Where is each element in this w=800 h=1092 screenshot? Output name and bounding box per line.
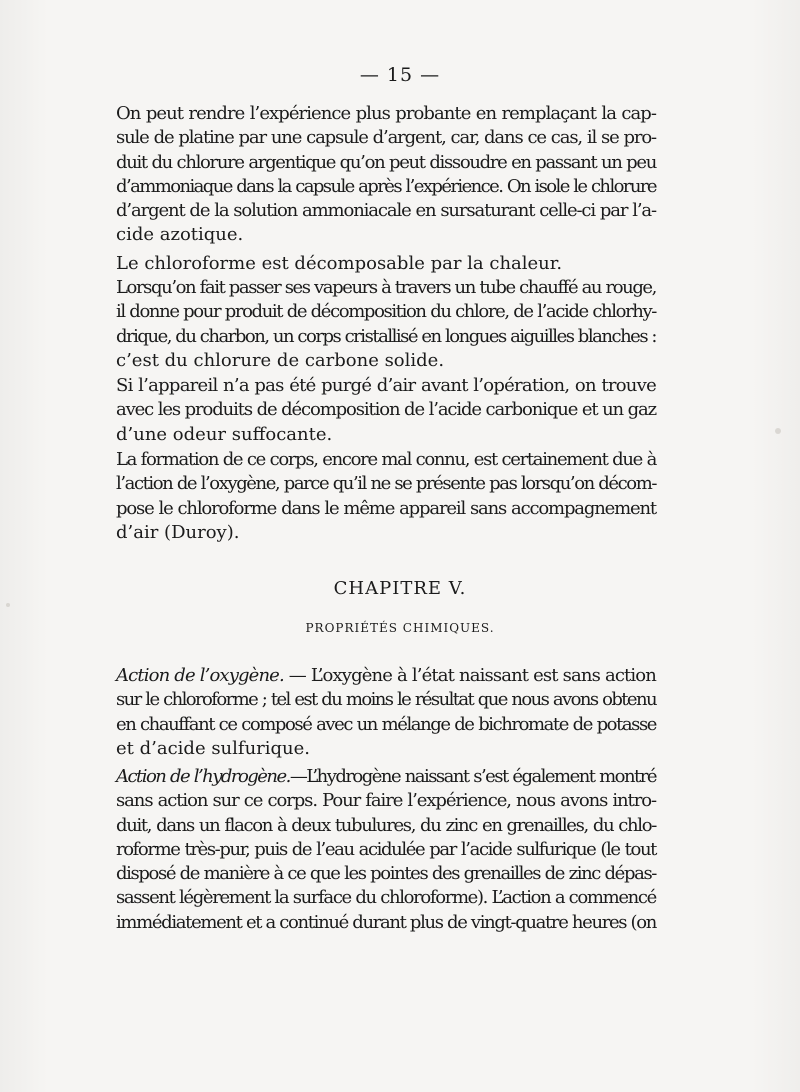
text-line: duit, dans un flacon à deux tubulures, du zinc en grenailles, du chlo-	[116, 814, 656, 836]
text-line: c’est du chlorure de carbone solide.	[116, 349, 445, 371]
text-line: il donne pour produit de décomposition du chlore, de l’acide chlorhy-	[116, 301, 656, 323]
paragraph-vapeurs	[116, 276, 656, 373]
chapter-title: CHAPITRE V.	[333, 578, 467, 599]
paper-spot	[775, 428, 781, 434]
text-line: sur le chloroforme ; tel est du moins le résultat que nous avons obtenu	[116, 689, 656, 711]
page-number: — 15 —	[359, 64, 441, 86]
text-line: sassent légèrement la surface du chloroforme). L’action a commencé	[116, 887, 656, 909]
text-line: La formation de ce corps, encore mal connu, est certainement due à	[116, 449, 656, 470]
text-run: — L’oxygène à l’état naissant est sans action	[283, 665, 656, 686]
text-line: immédiatement et a continué durant plus de vingt-quatre heures (on	[116, 911, 656, 933]
text-line: sans action sur ce corps. Pour faire l’expérience, nous avons intro-	[116, 790, 656, 812]
paragraph-decomposable	[116, 252, 656, 276]
text-line: drique, du charbon, un corps cristallisé en longues aiguilles blanches :	[116, 325, 656, 347]
text-line: et d’acide sulfurique.	[116, 737, 311, 759]
text-line	[116, 664, 656, 688]
text-line	[116, 765, 656, 789]
text-line: l’action de l’oxygène, parce qu’il ne se présente pas lorsqu’on décom-	[116, 473, 656, 495]
paragraph-appareil-purge	[116, 374, 656, 447]
text-line: pose le chloroforme dans le même appareil sans accompagnement	[116, 497, 656, 519]
text-line: duit du chlorure argentique qu’on peut dissoudre en passant un peu	[116, 151, 656, 173]
text-line: Lorsqu’on fait passer ses vapeurs à travers un tube chauffé au rouge,	[116, 277, 656, 298]
text-line: d’une odeur suffocante.	[116, 423, 333, 445]
paragraph-capsule-argent	[116, 102, 656, 248]
text-line: roforme très-pur, puis de l’eau acidulée par l’acide sulfurique (le tout	[116, 838, 656, 860]
section-lead: Action de l’hydrogène.	[116, 766, 290, 787]
section-lead: Action de l’oxygène.	[116, 665, 284, 686]
text-line: d’ammoniaque dans la capsule après l’expérience. On isole le chlorure	[116, 175, 656, 197]
paragraph-action-oxygene	[116, 664, 656, 761]
text-line: Le chloroforme est décomposable par la chaleur.	[116, 253, 563, 274]
text-line: sule de platine par une capsule d’argent, car, dans ce cas, il se pro-	[116, 127, 656, 149]
chapter-subtitle: PROPRIÉTÉS CHIMIQUES.	[305, 621, 495, 635]
text-line: en chauffant ce composé avec un mélange de bichromate de potasse	[116, 713, 656, 735]
text-line: avec les produits de décomposition de l’acide carbonique et un gaz	[116, 399, 656, 421]
text-line: d’argent de la solution ammoniacale en sursaturant celle-ci par l’a-	[116, 200, 656, 222]
paper-spot	[6, 603, 10, 607]
paragraph-action-hydrogene	[116, 765, 656, 935]
text-line: d’air (Duroy).	[116, 521, 240, 543]
text-line: Si l’appareil n’a pas été purgé d’air avant l’opération, on trouve	[116, 375, 656, 396]
text-line: On peut rendre l’expérience plus probante en remplaçant la cap-	[116, 103, 656, 124]
paragraph-formation-corps	[116, 448, 656, 545]
text-line: disposé de manière à ce que les pointes des grenailles de zinc dépas-	[116, 863, 656, 885]
text-line: cide azotique.	[116, 224, 244, 246]
text-run: —L’hydrogène naissant s’est également montré	[289, 766, 656, 787]
